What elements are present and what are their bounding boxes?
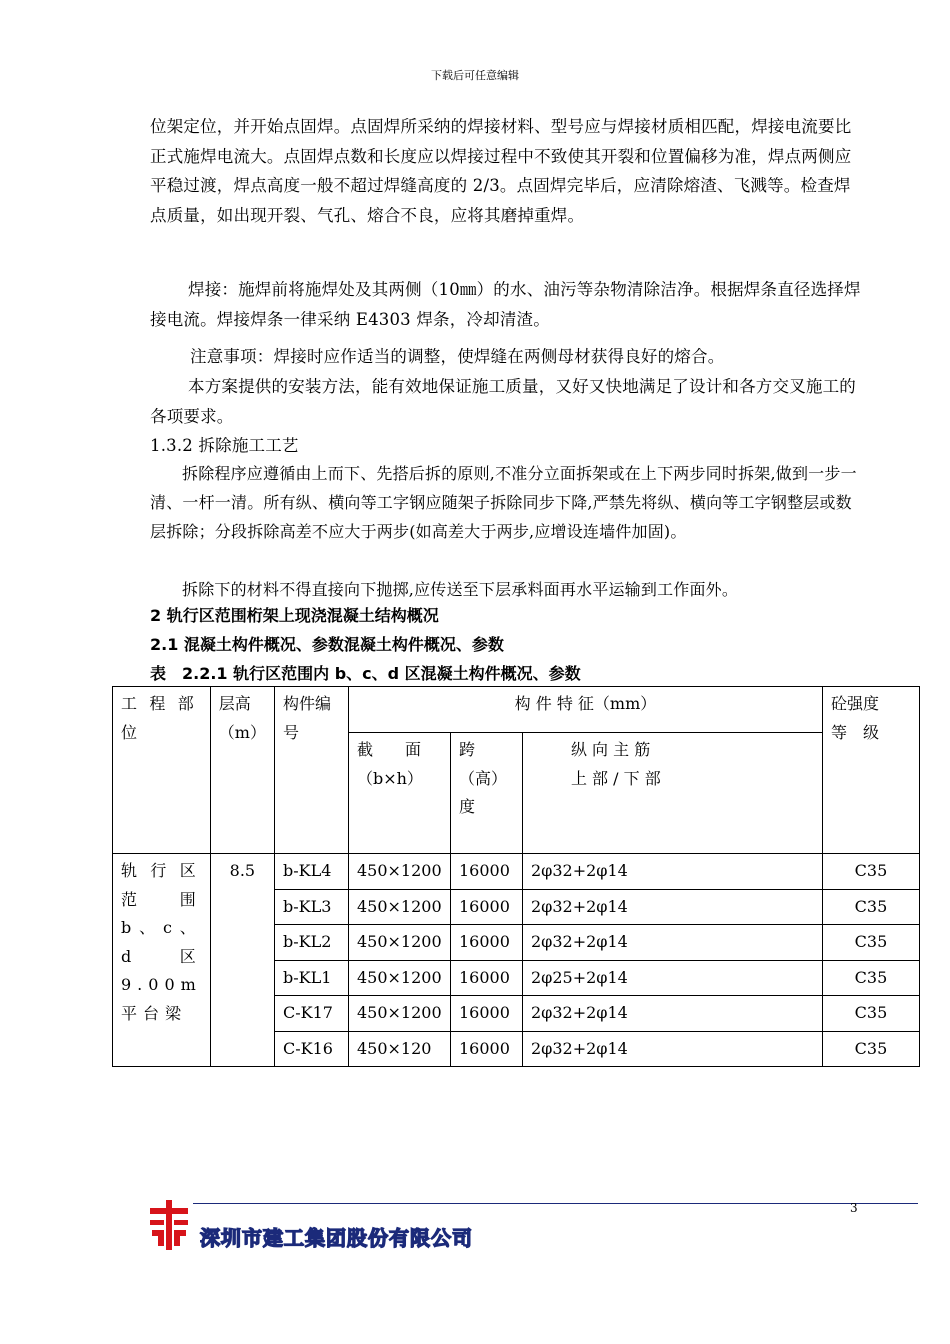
paragraph-tack-welding: 位架定位，并开始点固焊。点固焊所采纳的焊接材料、型号应与焊接材质相匹配，焊接电流要比正式施焊电流大。点固焊点数和长度应以焊接过程中不致使其开裂和位置偏移为准，焊点两侧应平稳过渡，焊点高度一般不超过焊缝高度的 2/3。点固焊完毕后，应清除熔渣、飞溅等。检查焊点质量，如出现开裂、气孔、熔合不良，应将其磨掉重焊。 bbox=[150, 117, 852, 225]
cell-grade: C35 bbox=[822, 1031, 919, 1067]
cell-grade: C35 bbox=[822, 960, 919, 996]
cell-member-id: b-KL2 bbox=[274, 925, 348, 961]
table-header-row bbox=[113, 687, 920, 733]
footer-divider bbox=[193, 1203, 918, 1204]
header-note: 下载后可任意编辑 bbox=[431, 69, 519, 82]
header-member-id: 构件编号 bbox=[274, 687, 348, 854]
header-section: 截 面（b×h） bbox=[348, 733, 450, 854]
company-name: 深圳市建工集团股份有限公司 bbox=[200, 1226, 473, 1250]
cell-member-id: b-KL3 bbox=[274, 889, 348, 925]
cell-span: 16000 bbox=[450, 960, 522, 996]
cell-grade: C35 bbox=[822, 854, 919, 890]
paragraph-dismantling-procedure: 拆除程序应遵循由上而下、先搭后拆的原则,不准分立面拆架或在上下两步同时拆架,做到一步一清、一杆一清。所有纵、横向等工字钢应随架子拆除同步下降,严禁先将纵、横向等工字钢整层或数层拆除；分段拆除高差不应大于两步(如高差大于两步,应增设连墙件加固)。 bbox=[150, 464, 857, 541]
cell-span: 16000 bbox=[450, 1031, 522, 1067]
table-caption: 表 2.2.1 轨行区范围内 b、c、d 区混凝土构件概况、参数 bbox=[150, 664, 581, 683]
table-row bbox=[113, 854, 920, 890]
cell-section: 450×120 bbox=[348, 1031, 450, 1067]
concrete-member-table bbox=[112, 686, 920, 1067]
cell-rebar: 2φ32+2φ14 bbox=[522, 996, 822, 1032]
cell-member-id: b-KL4 bbox=[274, 854, 348, 890]
cell-rebar: 2φ25+2φ14 bbox=[522, 960, 822, 996]
header-span: 跨（高）度 bbox=[450, 733, 522, 854]
cell-section: 450×1200 bbox=[348, 996, 450, 1032]
company-logo-icon bbox=[148, 1200, 190, 1250]
cell-span: 16000 bbox=[450, 854, 522, 890]
cell-rebar: 2φ32+2φ14 bbox=[522, 1031, 822, 1067]
cell-span: 16000 bbox=[450, 925, 522, 961]
paragraph-welding: 焊接：施焊前将施焊处及其两侧（10㎜）的水、油污等杂物清除洁净。根据焊条直径选择焊接电流。焊接焊条一律采纳 E4303 焊条，冷却清渣。 bbox=[150, 280, 861, 329]
page-number: 3 bbox=[850, 1201, 858, 1215]
cell-member-id: C-K17 bbox=[274, 996, 348, 1032]
cell-section: 450×1200 bbox=[348, 889, 450, 925]
cell-part: 轨行区范围 b、c、d 区 9.00m 平台梁 bbox=[113, 854, 211, 1067]
cell-grade: C35 bbox=[822, 996, 919, 1032]
header-rebar: 纵 向 主 筋 上 部 / 下 部 bbox=[522, 733, 822, 854]
cell-member-id: b-KL1 bbox=[274, 960, 348, 996]
subsection-heading-concrete: 2.1 混凝土构件概况、参数混凝土构件概况、参数 bbox=[150, 635, 504, 654]
paragraph-material-handling: 拆除下的材料不得直接向下抛掷,应传送至下层承料面再水平运输到工作面外。 bbox=[182, 580, 739, 599]
paragraph-notes: 注意事项：焊接时应作适当的调整，使焊缝在两侧母材获得良好的熔合。 bbox=[190, 347, 725, 366]
section-heading-structure: 2 轨行区范围桁架上现浇混凝土结构概况 bbox=[150, 606, 439, 625]
cell-span: 16000 bbox=[450, 996, 522, 1032]
cell-rebar: 2φ32+2φ14 bbox=[522, 889, 822, 925]
cell-floor-height: 8.5 bbox=[210, 854, 274, 1067]
cell-member-id: C-K16 bbox=[274, 1031, 348, 1067]
cell-section: 450×1200 bbox=[348, 960, 450, 996]
paragraph-summary: 本方案提供的安装方法，能有效地保证施工质量，又好又快地满足了设计和各方交叉施工的各项要求。 bbox=[150, 377, 856, 426]
header-grade: 砼强度 等 级 bbox=[822, 687, 919, 854]
header-feature: 构 件 特 征（mm） bbox=[348, 687, 822, 733]
cell-grade: C35 bbox=[822, 889, 919, 925]
section-heading-dismantling: 1.3.2 拆除施工工艺 bbox=[150, 436, 299, 455]
cell-span: 16000 bbox=[450, 889, 522, 925]
cell-grade: C35 bbox=[822, 925, 919, 961]
cell-rebar: 2φ32+2φ14 bbox=[522, 925, 822, 961]
header-part: 工程部位 bbox=[113, 687, 211, 854]
cell-section: 450×1200 bbox=[348, 854, 450, 890]
cell-section: 450×1200 bbox=[348, 925, 450, 961]
header-floor-height: 层高（m） bbox=[210, 687, 274, 854]
cell-rebar: 2φ32+2φ14 bbox=[522, 854, 822, 890]
